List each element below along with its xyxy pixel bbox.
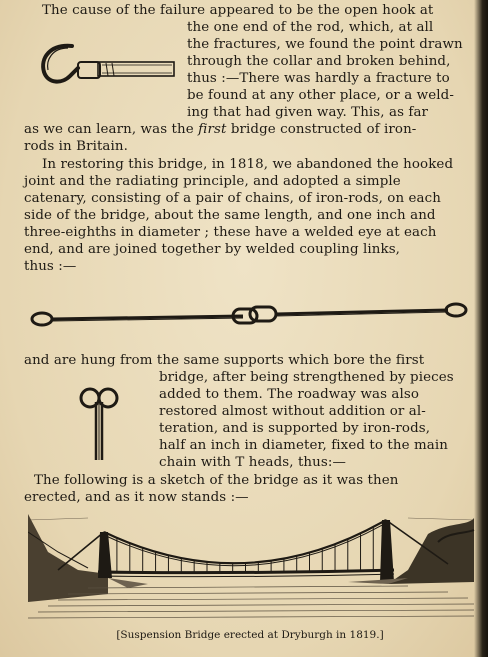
para2-line2: joint and the radiating principle, and adopted a simple [24,174,401,189]
page-edge-shadow [474,0,488,657]
para1-line7: ing that had given way. This, as far [187,105,429,120]
para3-line3: added to them. The roadway was also [159,387,420,402]
para2-line7: thus :— [24,259,77,274]
para3-line7: chain with T heads, thus:— [159,455,346,470]
para2-line5: three-eighths in diameter ; these have a welded eye at each [24,225,437,240]
t-head-rod-illustration [70,384,130,464]
para2-line4: side of the bridge, about the same length, and one inch and [24,208,436,223]
para1-line8: as we can learn, was the first bridge constructed of iron- [24,122,417,137]
para1-line5: thus :—There was hardly a fracture to [187,71,450,86]
para4-line1: The following is a sketch of the bridge as it was then [34,473,399,488]
para2-line1: In restoring this bridge, in 1818, we abandoned the hooked [42,157,454,172]
para2-line3: catenary, consisting of a pair of chains, of iron-rods, on each [24,191,441,206]
figure-caption: [Suspension Bridge erected at Dryburgh in 1819.] [116,629,384,641]
para1-line3: the fractures, we found the point drawn [187,37,463,52]
para3-line1: and are hung from the same supports which bore the first [24,353,425,368]
para1-line9: rods in Britain. [24,139,128,154]
para3-line6: half an inch in diameter, fixed to the main [159,438,448,453]
para1-line6: be found at any other place, or a weld- [187,88,454,103]
para1-line1: The cause of the failure appeared to be the open hook at [42,3,434,18]
chain-illustration [28,298,470,332]
para3-line5: teration, and is supported by iron-rods, [159,421,431,436]
suspension-bridge-engraving [28,512,476,624]
para4-line2: erected, and as it now stands :— [24,490,249,505]
hook-illustration [38,36,178,92]
para3-line2: bridge, after being strengthened by pieces [159,370,454,385]
para1-line2: the one end of the rod, which, at all [187,20,434,35]
para1-line4: through the collar and broken behind, [187,54,451,69]
para2-line6: end, and are joined together by welded coupling links, [24,242,401,257]
para3-line4: restored almost without addition or al- [159,404,426,419]
